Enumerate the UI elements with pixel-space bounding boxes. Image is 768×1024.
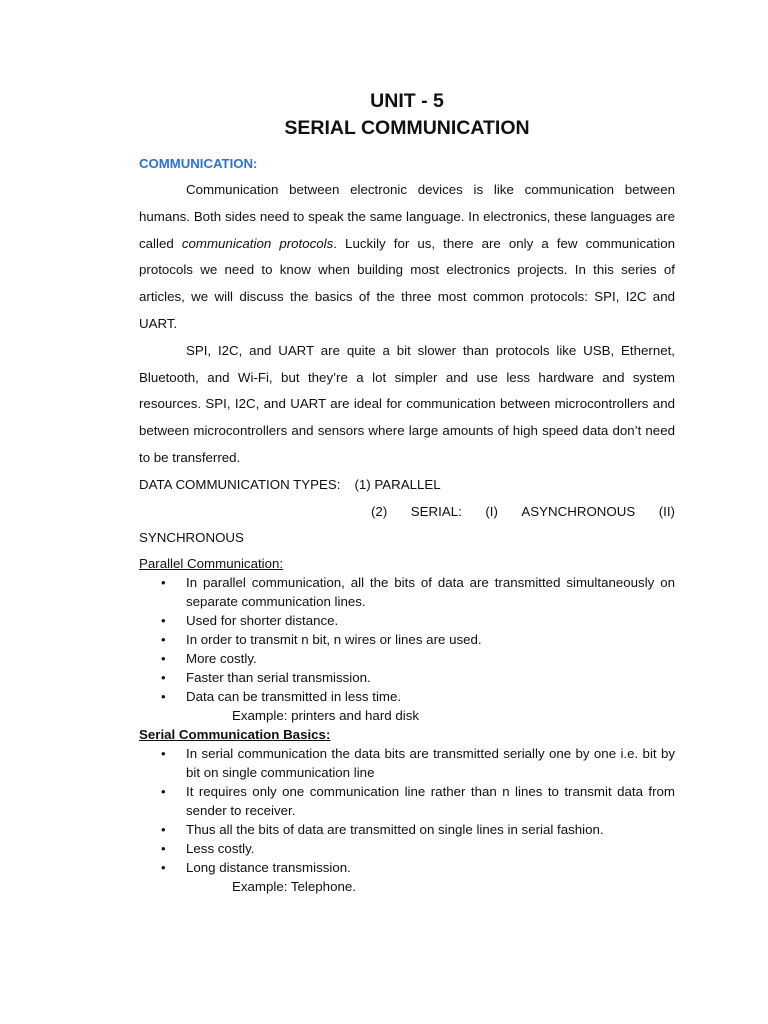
list-item-text: It requires only one communication line rather than n lines to transmit data from sender to receiver. bbox=[186, 784, 675, 819]
bullet-icon: • bbox=[161, 651, 166, 667]
bullet-icon: • bbox=[161, 575, 166, 591]
paragraph-intro-text-a: Communication between electronic devices is like communication between humans. Both sides need to speak the same language. In electronics, these languages are called bbox=[139, 182, 675, 251]
type-serial-number: (2) bbox=[371, 503, 388, 519]
list-item-text: Thus all the bits of data are transmitted on single lines in serial fashion. bbox=[186, 822, 604, 838]
list-item bbox=[139, 858, 675, 877]
list-item bbox=[139, 630, 675, 649]
serial-list bbox=[139, 744, 675, 877]
list-item bbox=[139, 687, 675, 706]
bullet-icon: • bbox=[161, 670, 166, 686]
paragraph-protocols: SPI, I2C, and UART are quite a bit slower than protocols like USB, Ethernet, Bluetooth, and Wi-Fi, but they’re a lot simpler and use less hardware and system resources. SPI, I2C, and UART are ideal for communication between microcontrollers and between microcontrollers and sensors where large amounts of high speed data don’t need to be transferred. bbox=[139, 342, 675, 465]
type-async-number: (I) bbox=[485, 503, 498, 519]
bullet-icon: • bbox=[161, 632, 166, 648]
section-heading-communication: COMMUNICATION: bbox=[139, 156, 258, 171]
types-row-2 bbox=[371, 499, 675, 526]
type-sync-number: (II) bbox=[658, 503, 675, 519]
paragraph-intro bbox=[139, 177, 675, 338]
list-item-text: In parallel communication, all the bits of data are transmitted simultaneously on separate communication lines. bbox=[186, 575, 675, 610]
serial-example: Example: Telephone. bbox=[232, 879, 356, 895]
list-item bbox=[139, 649, 675, 668]
bullet-icon: • bbox=[161, 689, 166, 705]
list-item bbox=[139, 744, 675, 782]
list-item bbox=[139, 611, 675, 630]
paragraph-intro-text-b: . Luckily for us, there are only a few communication protocols we need to know when building most electronics projects. In this series of articles, we will discuss the basics of the three most common protocols: SPI, I2C and UART. bbox=[139, 235, 675, 331]
unit-title: UNIT - 5 bbox=[370, 90, 444, 112]
bullet-icon: • bbox=[161, 746, 166, 762]
list-item bbox=[139, 839, 675, 858]
list-item-text: Data can be transmitted in less time. bbox=[186, 689, 402, 705]
list-item-text: Less costly. bbox=[186, 841, 255, 857]
list-item-text: Long distance transmission. bbox=[186, 860, 351, 876]
types-row-1 bbox=[139, 472, 675, 499]
parallel-list bbox=[139, 573, 675, 706]
list-item bbox=[139, 782, 675, 820]
type-sync: SYNCHRONOUS bbox=[139, 530, 244, 546]
bullet-icon: • bbox=[161, 860, 166, 876]
bullet-icon: • bbox=[161, 784, 166, 800]
type-async: ASYNCHRONOUS bbox=[521, 503, 636, 519]
list-item-text: Used for shorter distance. bbox=[186, 613, 339, 629]
list-item bbox=[139, 668, 675, 687]
bullet-icon: • bbox=[161, 841, 166, 857]
data-communication-types bbox=[139, 472, 675, 552]
bullet-icon: • bbox=[161, 613, 166, 629]
list-item-text: More costly. bbox=[186, 651, 257, 667]
type-parallel: (1) PARALLEL bbox=[354, 476, 441, 492]
list-item-text: Faster than serial transmission. bbox=[186, 670, 371, 686]
serial-heading: Serial Communication Basics: bbox=[139, 727, 331, 743]
type-serial-label: SERIAL: bbox=[410, 503, 462, 519]
paragraph-intro-emphasis: communication protocols bbox=[181, 235, 334, 251]
parallel-example: Example: printers and hard disk bbox=[232, 708, 419, 724]
list-item-text: In order to transmit n bit, n wires or lines are used. bbox=[186, 632, 482, 648]
chapter-title: SERIAL COMMUNICATION bbox=[284, 117, 530, 139]
list-item-text: In serial communication the data bits are transmitted serially one by one i.e. bit by bit on single communication line bbox=[186, 746, 675, 781]
list-item bbox=[139, 820, 675, 839]
bullet-icon: • bbox=[161, 822, 166, 838]
types-label: DATA COMMUNICATION TYPES: bbox=[139, 476, 341, 492]
list-item bbox=[139, 573, 675, 611]
document-page bbox=[139, 88, 675, 896]
parallel-heading: Parallel Communication: bbox=[139, 556, 284, 572]
